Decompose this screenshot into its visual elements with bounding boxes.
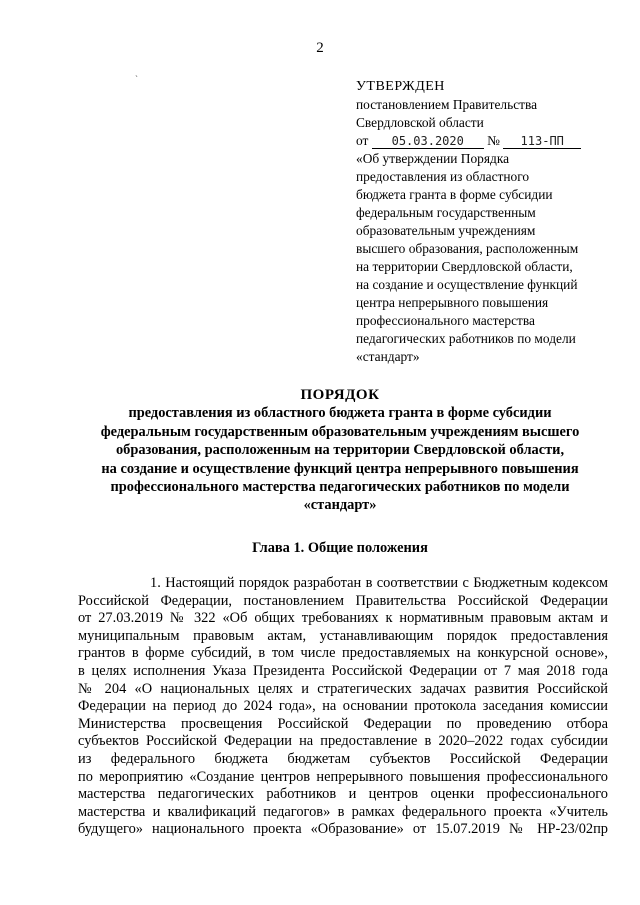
paragraph-line: 1. Настоящий порядок разработан в соответствии с Бюджетным кодексом xyxy=(150,575,608,591)
approval-subject-line: на создание и осуществление функций xyxy=(356,277,578,292)
date-prefix: от xyxy=(356,133,369,148)
approval-subject-line: «стандарт» xyxy=(356,349,420,364)
approval-subject-line: педагогических работников по модели xyxy=(356,331,576,346)
document-subtitle xyxy=(70,404,610,514)
approval-subject-line: «Об утверждении Порядка xyxy=(356,151,510,166)
paragraph-line: субъектов Российской Федерации на предоставление в 2020–2022 годах субсидии xyxy=(78,733,608,750)
paragraph-line: будущего» национального проекта «Образование» от 15.07.2019 № НР-23/02пр xyxy=(78,821,608,838)
scan-mark: ` xyxy=(135,74,138,84)
paragraph-line: в целях исполнения Указа Президента Российской Федерации от 7 мая 2018 года xyxy=(78,662,608,679)
heading-line: предоставления из областного бюджета гранта в форме субсидии xyxy=(128,405,552,422)
paragraph-line: Федерации на период до 2024 года», на основании протокола заседания комиссии xyxy=(78,698,608,715)
document-heading xyxy=(70,386,610,515)
approval-subject-line: федеральным государственным xyxy=(356,205,536,220)
approval-date-line xyxy=(356,132,618,150)
approval-line: постановлением Правительства xyxy=(356,97,538,112)
paragraph-line: по мероприятию «Создание центров непрерывного повышения профессионального xyxy=(78,768,608,785)
page-number: 2 xyxy=(316,40,324,56)
heading-line: образования, расположенным на территории Свердловской области, xyxy=(115,442,565,459)
approval-subject-line: центра непрерывного повышения xyxy=(356,295,549,310)
paragraph-line: № 204 «О национальных целях и стратегических задачах развития Российской xyxy=(78,680,608,697)
heading-line: «стандарт» xyxy=(303,497,377,514)
paragraph-line: грантов в форме субсидий, в том числе предоставляемых на конкурсной основе», xyxy=(78,645,608,662)
paragraph-1 xyxy=(78,575,608,839)
approval-subject xyxy=(356,150,618,366)
approval-subject-line: на территории Свердловской области, xyxy=(356,259,573,274)
approval-subject-line: профессионального мастерства xyxy=(356,313,535,328)
chapter-title: Глава 1. Общие положения xyxy=(252,540,428,556)
approval-subject-line: образовательным учреждениям xyxy=(356,223,536,238)
number-prefix: № xyxy=(487,133,500,148)
approval-subject-line: бюджета гранта в форме субсидии xyxy=(356,187,553,202)
approval-subject-line: высшего образования, расположенным xyxy=(356,241,579,256)
approval-block xyxy=(356,78,618,366)
paragraph-line: Российской Федерации, постановлением Правительства Российской Федерации xyxy=(78,592,608,609)
heading-line: на создание и осуществление функций центра непрерывного повышения xyxy=(101,460,579,477)
paragraph-line: от 27.03.2019 № 322 «Об общих требованиях к нормативным правовым актам и xyxy=(78,610,608,627)
paragraph-line: муниципальным правовым актам, устанавливающим порядок предоставления xyxy=(78,627,608,644)
approval-line: Свердловской области xyxy=(356,115,484,130)
approval-subject-line: предоставления из областного xyxy=(356,169,530,184)
document-title: ПОРЯДОК xyxy=(300,387,380,403)
paragraph-line: из федерального бюджета бюджетам субъектов Российской Федерации xyxy=(78,750,608,767)
approval-title: УТВЕРЖДЕН xyxy=(356,79,445,94)
approval-number: 113-ПП xyxy=(503,134,581,149)
paragraph-line: мастерства педагогических работников и центров оценки профессионального xyxy=(78,786,608,803)
paragraph-line: мастерства и квалификаций педагогов» в рамках федерального проекта «Учитель xyxy=(78,803,608,820)
paragraph-line: Министерства просвещения Российской Федерации по проведению отбора xyxy=(78,715,608,732)
heading-line: федеральным государственным образовательным учреждениям высшего xyxy=(100,423,580,440)
heading-line: профессионального мастерства педагогических работников по модели xyxy=(110,479,570,496)
approval-date: 05.03.2020 xyxy=(372,134,484,149)
